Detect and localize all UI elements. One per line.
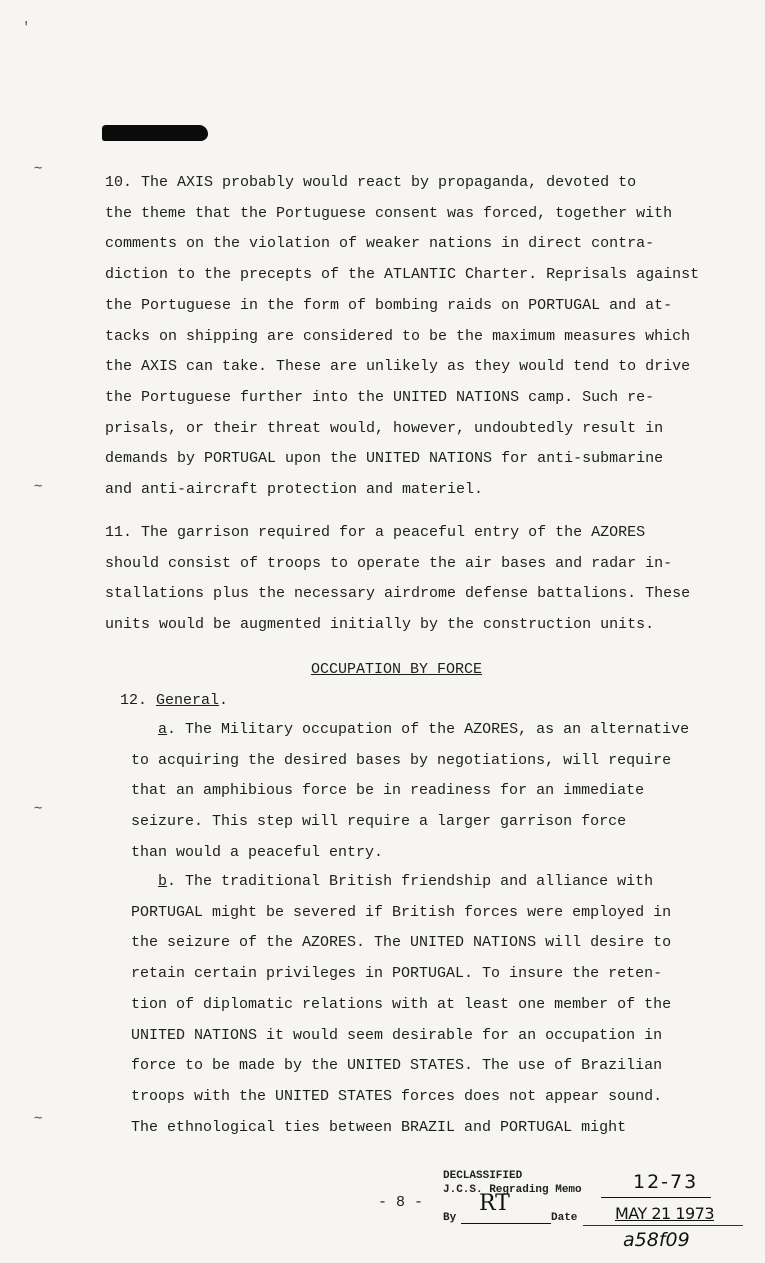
margin-speck: ' — [22, 20, 31, 36]
paragraph-line: 11. The garrison required for a peaceful entry of the AZORES — [105, 524, 646, 541]
paragraph-line: comments on the violation of weaker nations in direct contra- — [105, 235, 655, 253]
paragraph-line — [131, 715, 689, 746]
margin-punch-mark: ∼ — [34, 1111, 43, 1127]
redaction-bar — [102, 125, 208, 141]
paragraph-line: The ethnological ties between BRAZIL and PORTUGAL might — [131, 1118, 627, 1136]
paragraph-12a — [131, 715, 689, 869]
subparagraph-label: a — [158, 721, 168, 738]
paragraph-line: than would a peaceful entry. — [131, 843, 384, 861]
margin-punch-mark: ∼ — [34, 801, 43, 817]
paragraph-line: demands by PORTUGAL upon the UNITED NATIONS for anti-submarine — [105, 450, 664, 468]
paragraph-text: . The traditional British friendship and alliance with — [167, 873, 654, 890]
paragraph-line: stallations plus the necessary airdrome defense battalions. These — [105, 585, 691, 603]
paragraph-line: the AXIS can take. These are unlikely as they would tend to drive — [105, 358, 691, 376]
paragraph-line: 10. The AXIS probably would react by propaganda, devoted to — [105, 174, 637, 191]
section-title-suffix: . — [219, 692, 229, 709]
paragraph-11 — [105, 518, 690, 641]
section-title: General — [156, 692, 220, 709]
paragraph-line: the seizure of the AZORES. The UNITED NATIONS will desire to — [131, 934, 672, 952]
stamp-date-label: Date — [551, 1212, 578, 1224]
paragraph-line: that an amphibious force be in readiness for an immediate — [131, 782, 645, 800]
subparagraph-label: b — [158, 873, 168, 890]
paragraph-line: prisals, or their threat would, however, undoubtedly result in — [105, 419, 664, 437]
paragraph-line: and anti-aircraft protection and materiel. — [105, 481, 484, 499]
handwritten-serial: a58f09 — [623, 1229, 690, 1251]
paragraph-line: to acquiring the desired bases by negotiations, will require — [131, 751, 672, 769]
memo-number: 12-73 — [633, 1171, 699, 1193]
margin-punch-mark: ∼ — [34, 479, 43, 495]
paragraph-line: the Portuguese further into the UNITED NATIONS camp. Such re- — [105, 388, 655, 406]
stamp-by-label: By — [443, 1212, 457, 1224]
margin-punch-mark: ∼ — [34, 161, 43, 177]
memo-underline — [601, 1197, 711, 1198]
section-heading-text: OCCUPATION BY FORCE — [310, 661, 483, 678]
paragraph-line: tacks on shipping are considered to be the maximum measures which — [105, 327, 691, 345]
paragraph-line: PORTUGAL might be severed if British forces were employed in — [131, 903, 672, 921]
stamp-memo-label: J.C.S. Regrading Memo — [443, 1184, 582, 1196]
paragraph-line: diction to the precepts of the ATLANTIC Charter. Reprisals against — [105, 266, 700, 284]
stamp-heading: DECLASSIFIED — [443, 1170, 523, 1182]
paragraph-line: units would be augmented initially by the construction units. — [105, 616, 655, 634]
section-number: 12. — [120, 692, 148, 709]
paragraph-line — [131, 867, 671, 898]
section-heading — [0, 660, 765, 680]
stamp-date-value: MAY 21 1973 — [615, 1204, 715, 1223]
section-12-title — [120, 691, 228, 711]
paragraph-line: troops with the UNITED STATES forces does not appear sound. — [131, 1087, 663, 1105]
paragraph-line: seizure. This step will require a larger garrison force — [131, 813, 627, 831]
paragraph-line: should consist of troops to operate the air bases and radar in- — [105, 554, 673, 572]
paragraph-line: tion of diplomatic relations with at least one member of the — [131, 995, 672, 1013]
paragraph-line: retain certain privileges in PORTUGAL. To insure the reten- — [131, 965, 663, 983]
page-number: - 8 - — [378, 1194, 424, 1211]
paragraph-12b — [131, 867, 671, 1143]
paragraph-line: the theme that the Portuguese consent was forced, together with — [105, 204, 673, 222]
declassification-stamp — [443, 1169, 743, 1251]
reviewer-initials: RT — [479, 1191, 510, 1216]
paragraph-line: force to be made by the UNITED STATES. The use of Brazilian — [131, 1057, 663, 1075]
by-underline — [461, 1223, 551, 1224]
paragraph-line: UNITED NATIONS it would seem desirable for an occupation in — [131, 1026, 663, 1044]
paragraph-line: the Portuguese in the form of bombing raids on PORTUGAL and at- — [105, 296, 673, 314]
date-underline — [583, 1225, 743, 1226]
paragraph-text: . The Military occupation of the AZORES, as an alternative — [167, 721, 690, 738]
paragraph-10 — [105, 168, 699, 506]
